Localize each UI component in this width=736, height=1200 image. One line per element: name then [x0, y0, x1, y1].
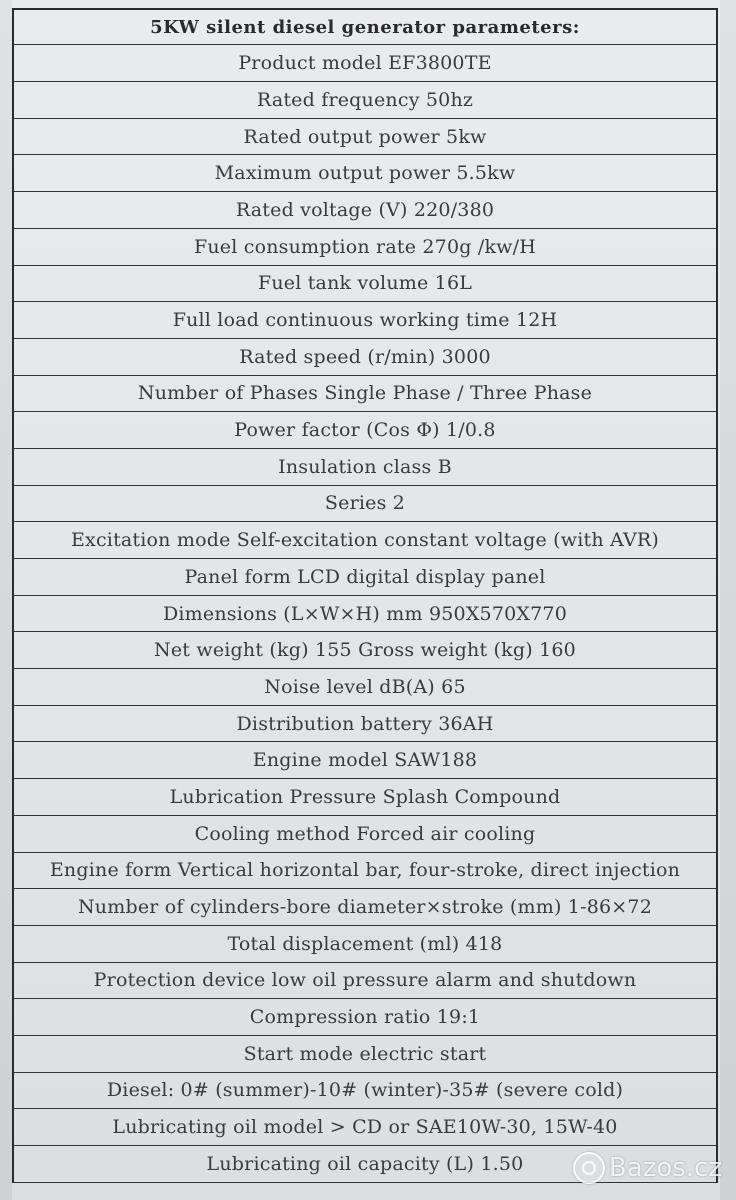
spec-cell: Lubrication Pressure Splash Compound [13, 779, 717, 816]
watermark [573, 1152, 722, 1184]
spec-cell: Engine model SAW188 [13, 742, 717, 779]
table-row [13, 852, 717, 889]
table-row [13, 485, 717, 522]
spec-cell: Protection device low oil pressure alarm and shutdown [13, 962, 717, 999]
spec-cell: Rated speed (r/min) 3000 [13, 338, 717, 375]
spec-cell: Power factor (Cos Φ) 1/0.8 [13, 412, 717, 449]
table-row [13, 1035, 717, 1072]
table-row [13, 302, 717, 339]
table-row [13, 632, 717, 669]
spec-cell: Start mode electric start [13, 1035, 717, 1072]
table-row-title [13, 9, 717, 45]
spec-cell: Product model EF3800TE [13, 45, 717, 82]
table-row [13, 742, 717, 779]
table-row [13, 779, 717, 816]
table-row [13, 448, 717, 485]
table-row [13, 265, 717, 302]
spec-cell: Panel form LCD digital display panel [13, 559, 717, 596]
table-row [13, 1109, 717, 1146]
spec-cell: Noise level dB(A) 65 [13, 669, 717, 706]
table-row [13, 999, 717, 1036]
table-row [13, 889, 717, 926]
table-row [13, 925, 717, 962]
spec-cell: Compression ratio 19:1 [13, 999, 717, 1036]
spec-cell: Fuel consumption rate 270g /kw/H [13, 228, 717, 265]
spec-cell: Rated voltage (V) 220/380 [13, 192, 717, 229]
spec-cell: Series 2 [13, 485, 717, 522]
spec-cell: Number of cylinders-bore diameter×stroke (mm) 1-86×72 [13, 889, 717, 926]
spec-cell: Maximum output power 5.5kw [13, 155, 717, 192]
table-row [13, 375, 717, 412]
table-row [13, 155, 717, 192]
table-row [13, 228, 717, 265]
watermark-text: Bazos.cz [608, 1153, 722, 1183]
spec-cell: Full load continuous working time 12H [13, 302, 717, 339]
table-row [13, 669, 717, 706]
table-row [13, 705, 717, 742]
spec-cell: Net weight (kg) 155 Gross weight (kg) 160 [13, 632, 717, 669]
table-row [13, 82, 717, 119]
spec-cell: Diesel: 0# (summer)-10# (winter)-35# (severe cold) [13, 1072, 717, 1109]
spec-cell: Rated frequency 50hz [13, 82, 717, 119]
table-row [13, 962, 717, 999]
spec-cell: Number of Phases Single Phase / Three Phase [13, 375, 717, 412]
table-row [13, 412, 717, 449]
spec-cell: Lubricating oil model > CD or SAE10W-30, 15W-40 [13, 1109, 717, 1146]
table-row [13, 522, 717, 559]
table-row [13, 815, 717, 852]
bazos-logo-icon [573, 1152, 605, 1184]
table-row [13, 192, 717, 229]
table-row [13, 338, 717, 375]
spec-cell: Distribution battery 36AH [13, 705, 717, 742]
table-row [13, 595, 717, 632]
table-row [13, 45, 717, 82]
table-row [13, 559, 717, 596]
document-title: 5KW silent diesel generator parameters: [13, 9, 717, 45]
spec-cell: Lubricating oil capacity (L) 1.50 [13, 1146, 717, 1183]
spec-cell: Excitation mode Self-excitation constant voltage (with AVR) [13, 522, 717, 559]
spec-cell: Insulation class B [13, 448, 717, 485]
table-row [13, 1072, 717, 1109]
spec-cell: Rated output power 5kw [13, 118, 717, 155]
spec-cell: Engine form Vertical horizontal bar, four-stroke, direct injection [13, 852, 717, 889]
table-row [13, 118, 717, 155]
spec-cell: Total displacement (ml) 418 [13, 925, 717, 962]
spec-cell: Cooling method Forced air cooling [13, 815, 717, 852]
spec-table [12, 8, 718, 1183]
spec-cell: Fuel tank volume 16L [13, 265, 717, 302]
spec-cell: Dimensions (L×W×H) mm 950X570X770 [13, 595, 717, 632]
